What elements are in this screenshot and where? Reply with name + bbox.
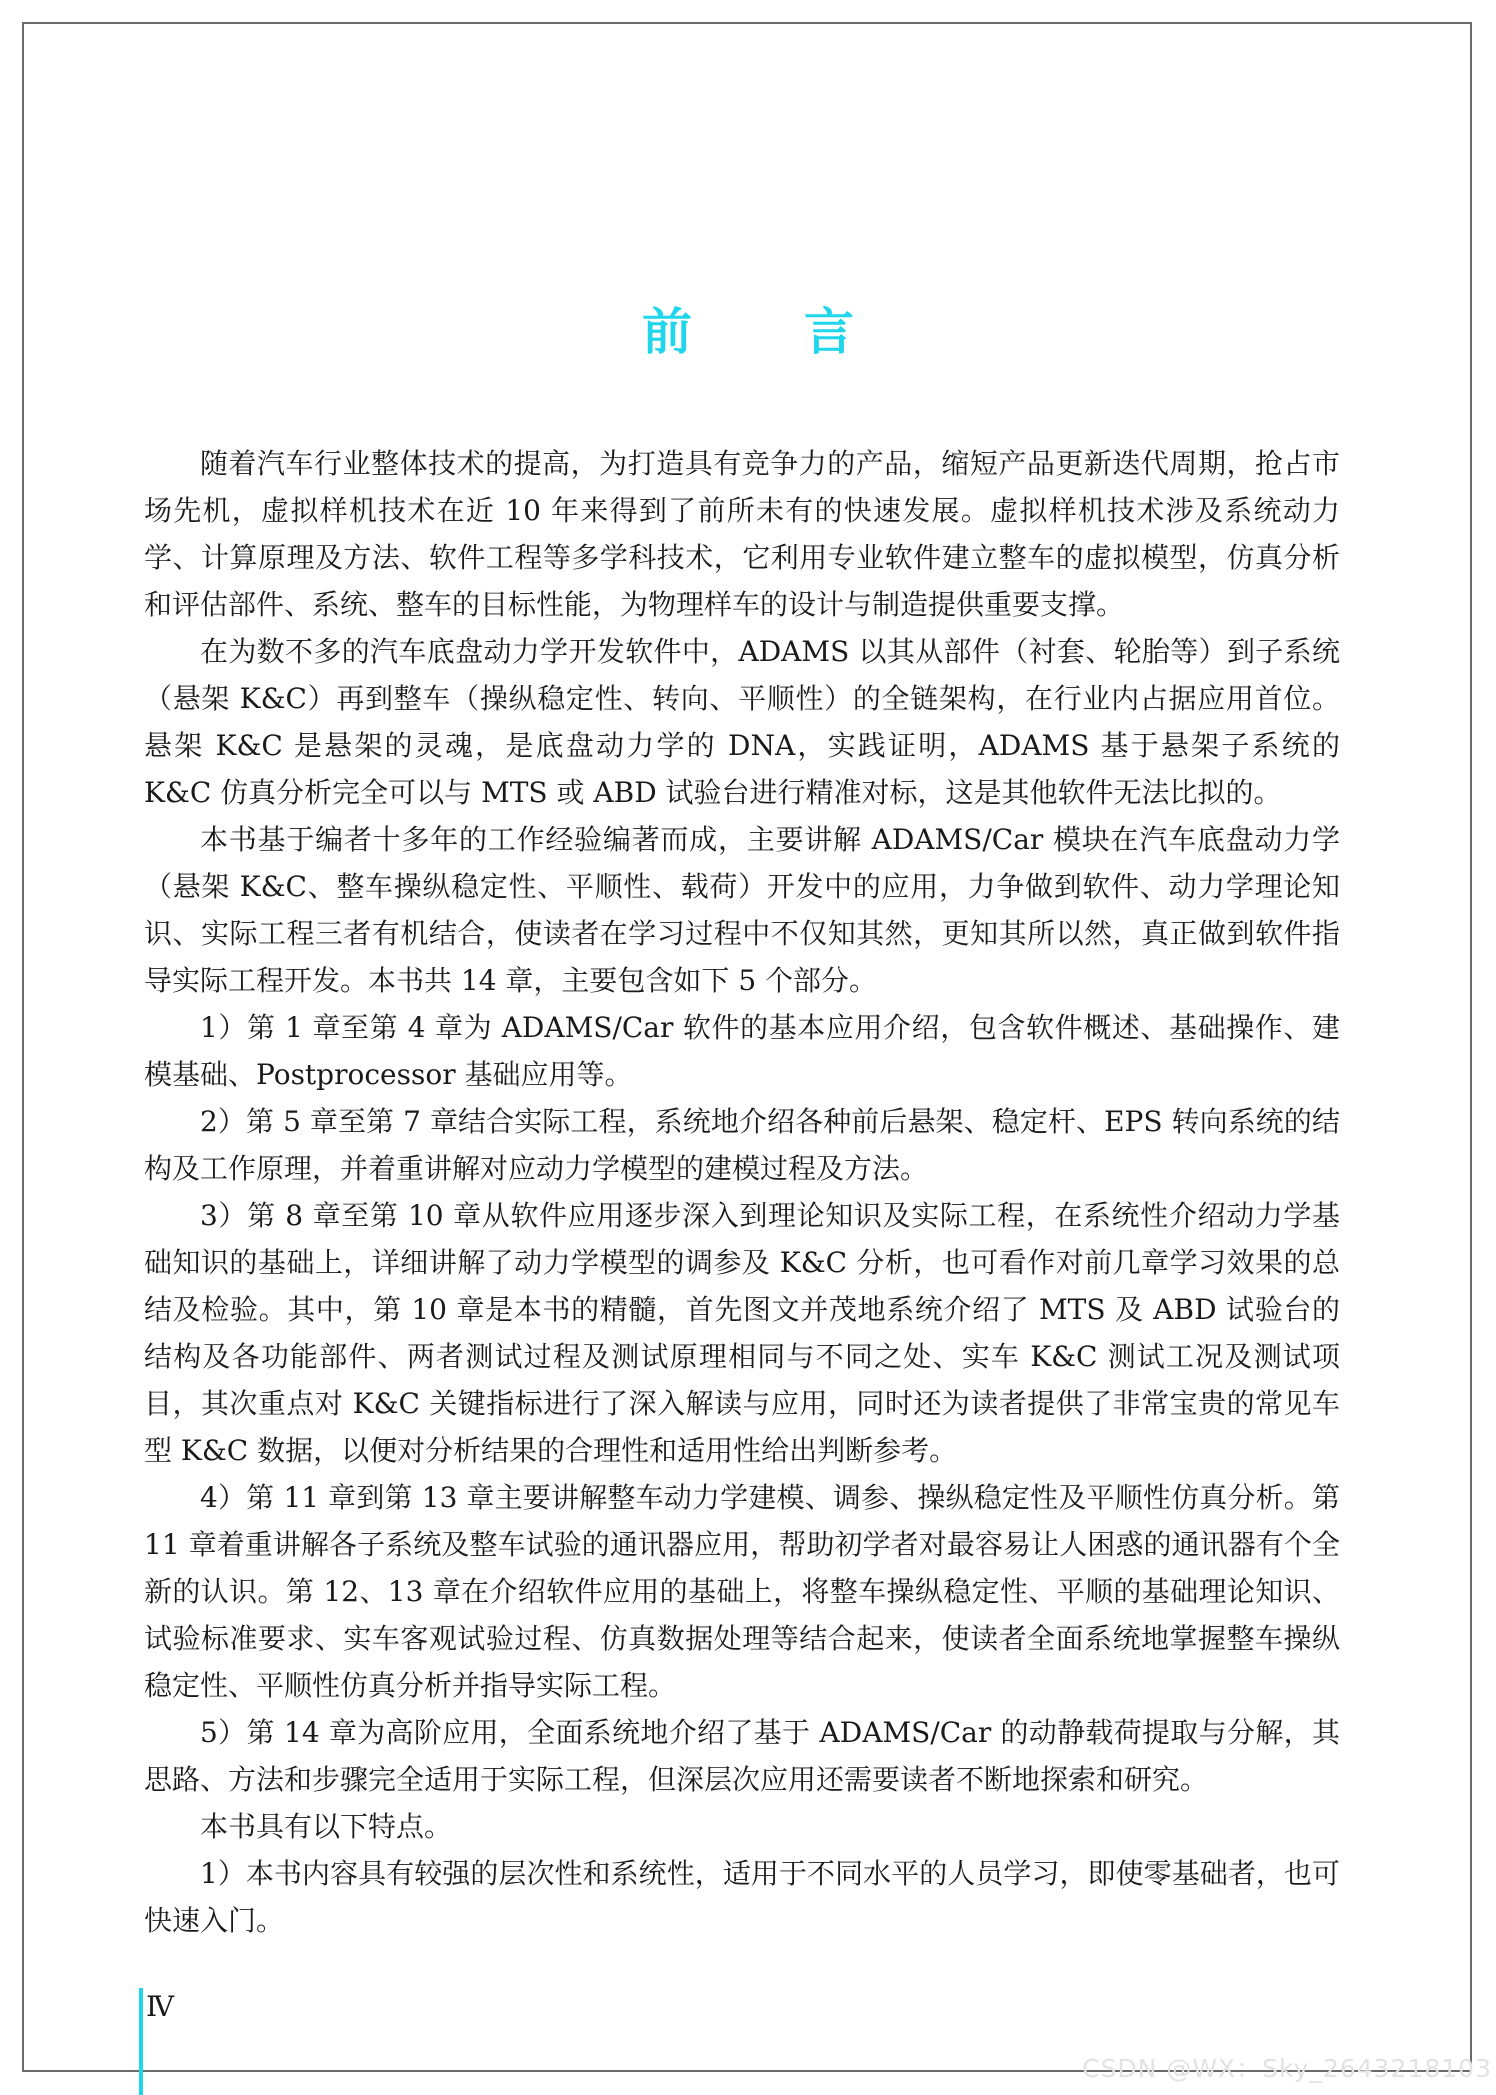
list-item-part-1: 1）第 1 章至第 4 章为 ADAMS/Car 软件的基本应用介绍，包含软件概述、基础操作、建模基础、Postprocessor 基础应用等。 <box>144 1011 1340 1091</box>
paragraph-2: 在为数不多的汽车底盘动力学开发软件中，ADAMS 以其从部件（衬套、轮胎等）到子系统（悬架 K&C）再到整车（操纵稳定性、转向、平顺性）的全链架构，在行业内占据应用首位。悬架 K&C 是悬架的灵魂，是底盘动力学的 DNA，实践证明，ADAMS 基于悬架子系统的 K&C 仿真分析完全可以与 MTS 或 ABD 试验台进行精准对标，这是其他软件无法比拟的。 <box>144 635 1340 809</box>
preface-body <box>144 440 1340 1944</box>
features-intro: 本书具有以下特点。 <box>200 1810 453 1843</box>
list-item-part-2: 2）第 5 章至第 7 章结合实际工程，系统地介绍各种前后悬架、稳定杆、EPS 转向系统的结构及工作原理，并着重讲解对应动力学模型的建模过程及方法。 <box>144 1105 1340 1185</box>
list-item-part-4: 4）第 11 章到第 13 章主要讲解整车动力学建模、调参、操纵稳定性及平顺性仿真分析。第 11 章着重讲解各子系统及整车试验的通讯器应用，帮助初学者对最容易让人困惑的通讯器有个全新的认识。第 12、13 章在介绍软件应用的基础上，将整车操纵稳定性、平顺的基础理论知识、试验标准要求、实车客观试验过程、仿真数据处理等结合起来，使读者全面系统地掌握整车操纵稳定性、平顺性仿真分析并指导实际工程。 <box>144 1481 1340 1702</box>
list-item-part-5: 5）第 14 章为高阶应用，全面系统地介绍了基于 ADAMS/Car 的动静载荷提取与分解，其思路、方法和步骤完全适用于实际工程，但深层次应用还需要读者不断地探索和研究。 <box>144 1716 1340 1796</box>
folio-accent-bar <box>139 1988 143 2095</box>
title-char-1: 前 <box>642 303 692 361</box>
feature-item-1: 1）本书内容具有较强的层次性和系统性，适用于不同水平的人员学习，即使零基础者，也可快速入门。 <box>144 1857 1340 1937</box>
watermark: CSDN @WX：Sky_2643218103 <box>1082 2054 1492 2083</box>
page-title <box>0 292 1496 364</box>
paragraph-1: 随着汽车行业整体技术的提高，为打造具有竞争力的产品，缩短产品更新迭代周期，抢占市场先机，虚拟样机技术在近 10 年来得到了前所未有的快速发展。虚拟样机技术涉及系统动力学、计算原理及方法、软件工程等多学科技术，它利用专业软件建立整车的虚拟模型，仿真分析和评估部件、系统、整车的目标性能，为物理样车的设计与制造提供重要支撑。 <box>144 447 1340 621</box>
list-item-part-3: 3）第 8 章至第 10 章从软件应用逐步深入到理论知识及实际工程，在系统性介绍动力学基础知识的基础上，详细讲解了动力学模型的调参及 K&C 分析，也可看作对前几章学习效果的总结及检验。其中，第 10 章是本书的精髓，首先图文并茂地系统介绍了 MTS 及 ABD 试验台的结构及各功能部件、两者测试过程及测试原理相同与不同之处、实车 K&C 测试工况及测试项目，其次重点对 K&C 关键指标进行了深入解读与应用，同时还为读者提供了非常宝贵的常见车型 K&C 数据，以便对分析结果的合理性和适用性给出判断参考。 <box>144 1199 1340 1467</box>
title-char-2: 言 <box>804 303 854 361</box>
paragraph-3: 本书基于编者十多年的工作经验编著而成，主要讲解 ADAMS/Car 模块在汽车底盘动力学（悬架 K&C、整车操纵稳定性、平顺性、载荷）开发中的应用，力争做到软件、动力学理论知识、实际工程三者有机结合，使读者在学习过程中不仅知其然，更知其所以然，真正做到软件指导实际工程开发。本书共 14 章，主要包含如下 5 个部分。 <box>144 823 1340 997</box>
page-number: Ⅳ <box>146 1990 174 2023</box>
